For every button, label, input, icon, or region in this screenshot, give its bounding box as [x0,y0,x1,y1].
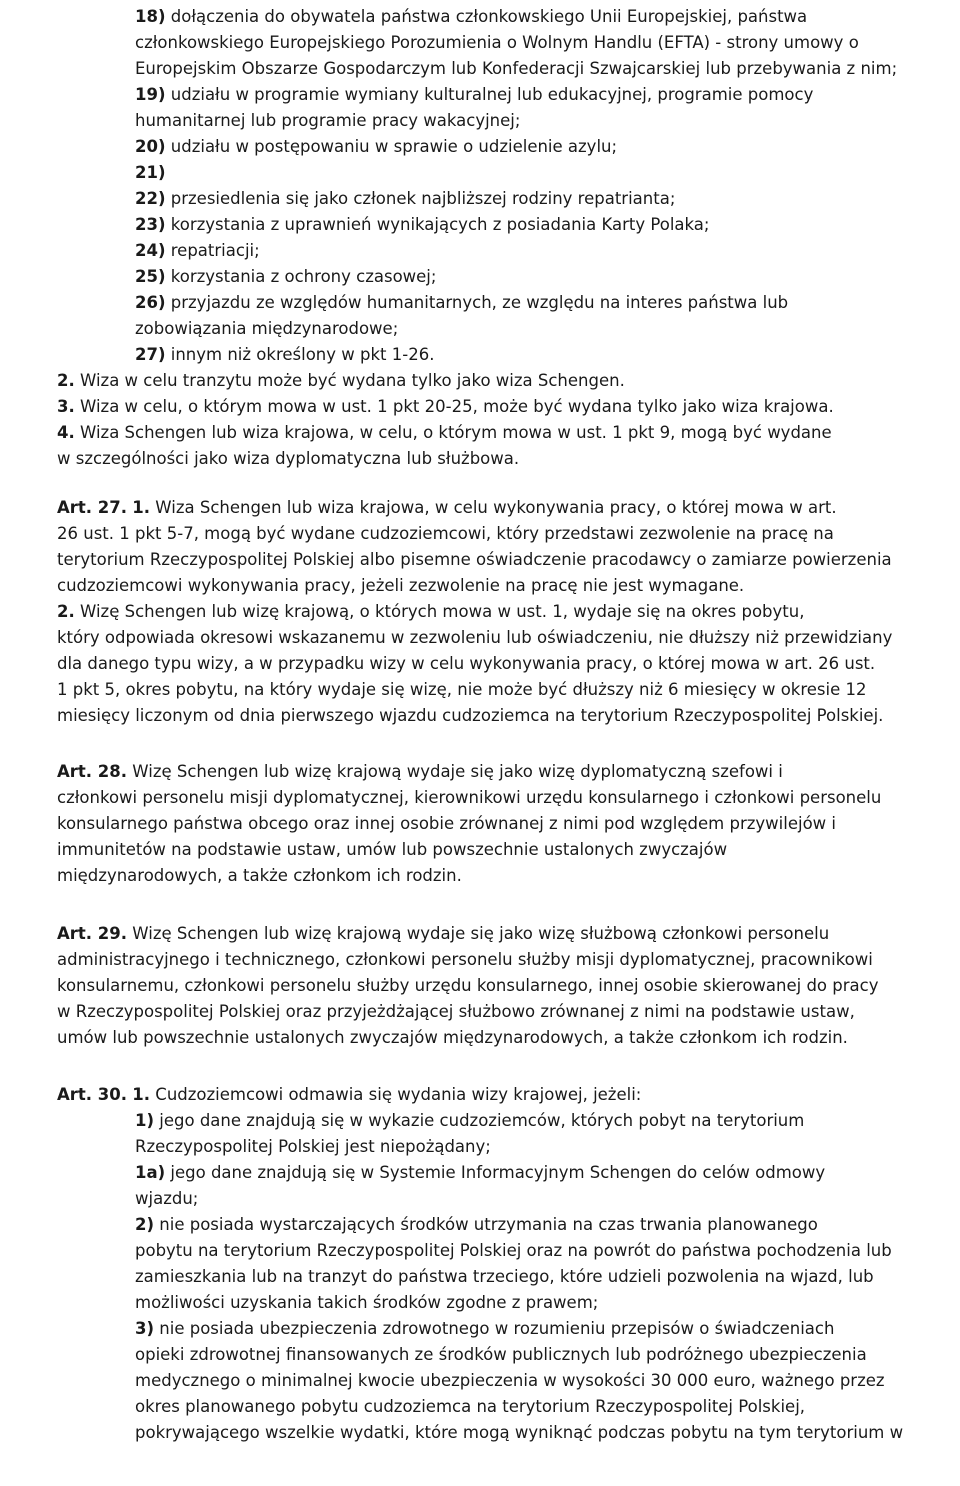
article-text: Wizę Schengen lub wizę krajową wydaje się jako wizę służbową członkowi personelu [132,924,830,943]
item-number: 27) [135,345,166,364]
document-page [5,4,957,1446]
item-text: korzystania z ochrony czasowej; [170,267,437,286]
article-30-item-1 [5,1108,957,1160]
item-text: członkowskiego Europejskiego Porozumienia o Wolnym Handlu (EFTA) - strony umowy o [135,33,859,52]
article-text: immunitetów na podstawie ustaw, umów lub powszechnie ustalonych zwyczajów [57,840,728,859]
item-text: innym niż określony w pkt 1-26. [170,345,435,364]
paragraph-text: w szczególności jako wiza dyplomatyczna lub służbowa. [57,449,520,468]
article-label: Art. 30. [57,1085,128,1104]
item-number: 22) [135,189,166,208]
item-text: nie posiada wystarczających środków utrzymania na czas trwania planowanego [159,1215,818,1234]
item-text: wjazdu; [135,1189,199,1208]
list-item-22 [5,186,957,212]
list-item-25 [5,264,957,290]
item-text: medycznego o minimalnej kwocie ubezpieczenia w wysokości 30 000 euro, ważnego przez [135,1371,885,1390]
paragraph-text: Wizę Schengen lub wizę krajową, o których mowa w ust. 1, wydaje się na okres pobytu, [80,602,805,621]
paragraph-4 [5,420,957,472]
item-text: jego dane znajdują się w Systemie Informacyjnym Schengen do celów odmowy [170,1163,826,1182]
item-text: przyjazdu ze względów humanitarnych, ze względu na interes państwa lub [170,293,789,312]
paragraph-number: 3. [57,397,75,416]
item-number: 3) [135,1319,155,1338]
article-text: konsularnego państwa obcego oraz innej osobie zrównanej z nimi pod względem przywilejów i [57,814,836,833]
paragraph-text: 1 pkt 5, okres pobytu, na który wydaje się wizę, nie może być dłuższy niż 6 miesięcy w okresie 12 [57,680,867,699]
item-text: jego dane znajdują się w wykazie cudzoziemców, których pobyt na terytorium [159,1111,805,1130]
item-number: 19) [135,85,166,104]
list-item-24 [5,238,957,264]
paragraph-text: Wiza Schengen lub wiza krajowa, w celu wykonywania pracy, o której mowa w art. [155,498,837,517]
list-item-18 [5,4,957,82]
paragraph-text: dla danego typu wizy, a w przypadku wizy w celu wykonywania pracy, o której mowa w art. 26 ust. [57,654,876,673]
item-number: 18) [135,7,166,26]
item-text: pokrywającego wszelkie wydatki, które mogą wyniknąć podczas pobytu na tym terytorium w [135,1423,904,1442]
article-label: Art. 28. [57,762,128,781]
article-27-para-1 [5,495,957,599]
paragraph-number: 2. [57,602,75,621]
paragraph-text: 26 ust. 1 pkt 5-7, mogą być wydane cudzoziemcowi, który przedstawi zezwolenie na pracę na [57,524,834,543]
item-text: udziału w postępowaniu w sprawie o udzielenie azylu; [170,137,618,156]
paragraph-text: który odpowiada okresowi wskazanemu w zezwoleniu lub oświadczeniu, nie dłuższy niż przewidziany [57,628,893,647]
item-text: zamieszkania lub na tranzyt do państwa trzeciego, które udzieli pozwolenia na wjazd, lub [135,1267,874,1286]
item-text: zobowiązania międzynarodowe; [135,319,399,338]
article-label: Art. 27. [57,498,128,517]
article-text: konsularnemu, członkowi personelu służby urzędu konsularnego, innej osobie skierowanej do pracy [57,976,879,995]
item-text: możliwości uzyskania takich środków zgodne z prawem; [135,1293,599,1312]
item-number: 25) [135,267,166,286]
item-number: 24) [135,241,166,260]
article-27-para-2 [5,599,957,729]
paragraph-text: miesięcy liczonym od dnia pierwszego wjazdu cudzoziemca na terytorium Rzeczypospolitej Polskiej. [57,706,884,725]
article-30-item-2 [5,1212,957,1316]
item-number: 21) [135,163,166,182]
paragraph-number: 1. [132,1085,151,1104]
item-text: opieki zdrowotnej finansowanych ze środków publicznych lub podróżnego ubezpieczenia [135,1345,867,1364]
article-text: Wizę Schengen lub wizę krajową wydaje się jako wizę dyplomatyczną szefowi i [132,762,783,781]
item-text: udziału w programie wymiany kulturalnej lub edukacyjnej, programie pomocy [170,85,814,104]
item-text: pobytu na terytorium Rzeczypospolitej Polskiej oraz na powrót do państwa pochodzenia lub [135,1241,892,1260]
list-item-20 [5,134,957,160]
paragraph-number: 4. [57,423,75,442]
item-text: Europejskim Obszarze Gospodarczym lub Konfederacji Szwajcarskiej lub przebywania z nim; [135,59,898,78]
article-29 [5,921,957,1051]
article-text: umów lub powszechnie ustalonych zwyczajów międzynarodowych, a także członkom ich rodzin. [57,1028,848,1047]
article-28 [5,759,957,889]
paragraph-text: Wiza w celu tranzytu może być wydana tylko jako wiza Schengen. [80,371,625,390]
item-text: humanitarnej lub programie pracy wakacyjnej; [135,111,521,130]
item-number: 1) [135,1111,155,1130]
list-item-21 [5,160,957,186]
item-number: 20) [135,137,166,156]
article-text: członkowi personelu misji dyplomatycznej, kierownikowi urzędu konsularnego i członkowi personelu [57,788,882,807]
paragraph-text: Cudzoziemcowi odmawia się wydania wizy krajowej, jeżeli: [155,1085,642,1104]
paragraph-text: cudzoziemcowi wykonywania pracy, jeżeli zezwolenie na pracę nie jest wymagane. [57,576,745,595]
item-number: 2) [135,1215,155,1234]
list-item-19 [5,82,957,134]
item-text: korzystania z uprawnień wynikających z posiadania Karty Polaka; [170,215,710,234]
article-label: Art. 29. [57,924,128,943]
item-number: 23) [135,215,166,234]
article-text: międzynarodowych, a także członkom ich rodzin. [57,866,462,885]
article-30-item-1a [5,1160,957,1212]
item-text: przesiedlenia się jako członek najbliższej rodziny repatrianta; [170,189,676,208]
list-item-27 [5,342,957,368]
item-number: 1a) [135,1163,166,1182]
article-text: w Rzeczypospolitej Polskiej oraz przyjeżdżającej służbowo zrównanej z nimi na podstawie ustaw, [57,1002,855,1021]
paragraph-text: Wiza Schengen lub wiza krajowa, w celu, o którym mowa w ust. 1 pkt 9, mogą być wydane [80,423,832,442]
article-text: administracyjnego i technicznego, członkowi personelu służby misji dyplomatycznej, pracownikowi [57,950,873,969]
article-30-item-3 [5,1316,957,1446]
paragraph-3 [5,394,957,420]
item-text: nie posiada ubezpieczenia zdrowotnego w rozumieniu przepisów o świadczeniach [159,1319,835,1338]
item-number: 26) [135,293,166,312]
item-text: Rzeczypospolitej Polskiej jest niepożądany; [135,1137,491,1156]
paragraph-2 [5,368,957,394]
paragraph-text: Wiza w celu, o którym mowa w ust. 1 pkt 20-25, może być wydana tylko jako wiza krajowa. [80,397,834,416]
paragraph-number: 2. [57,371,75,390]
list-item-23 [5,212,957,238]
paragraph-number: 1. [132,498,151,517]
list-item-26 [5,290,957,342]
paragraph-text: terytorium Rzeczypospolitej Polskiej albo pisemne oświadczenie pracodawcy o zamiarze powierzenia [57,550,892,569]
article-30-intro [5,1082,957,1108]
item-text: dołączenia do obywatela państwa członkowskiego Unii Europejskiej, państwa [170,7,808,26]
item-text: okres planowanego pobytu cudzoziemca na terytorium Rzeczypospolitej Polskiej, [135,1397,806,1416]
item-text: repatriacji; [170,241,260,260]
